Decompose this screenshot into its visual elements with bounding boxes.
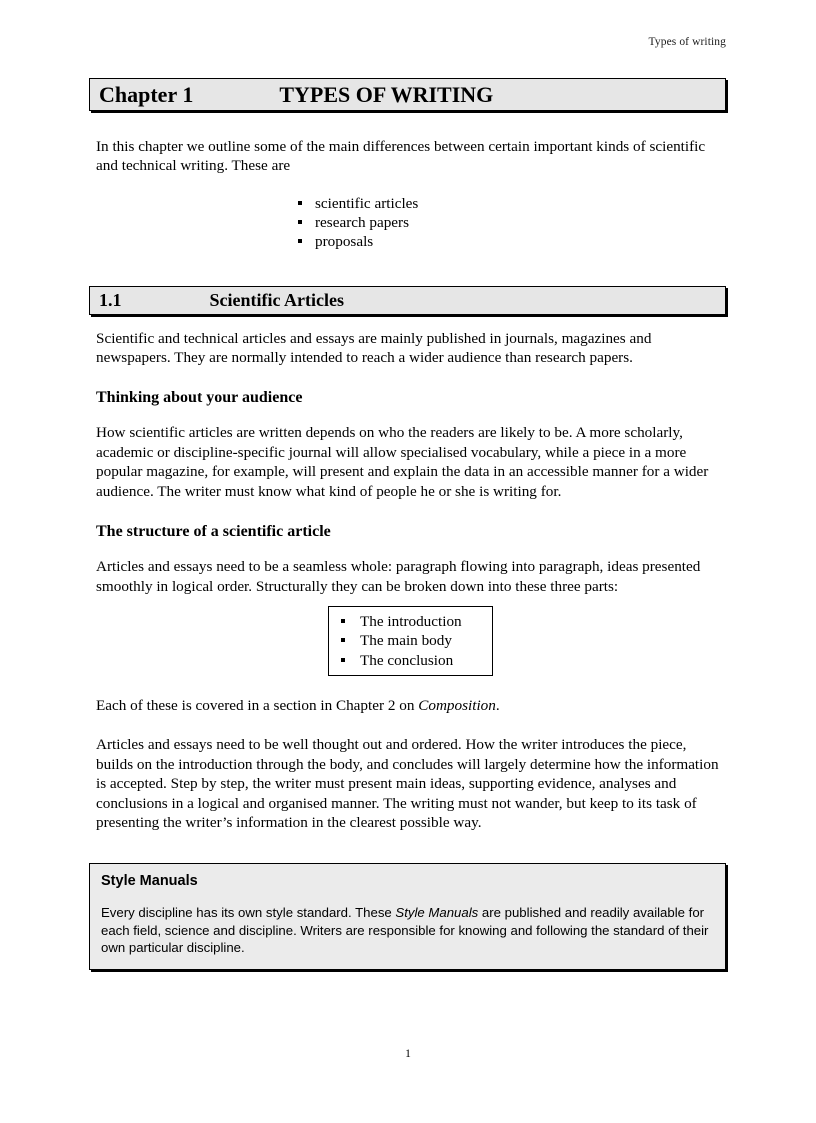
closing-paragraph: Articles and essays need to be well thought out and ordered. How the writer introduces the piece, builds on the introduction through the body, and concludes will largely determine how the information is accepted. Step by step, the writer must present main ideas, supporting evidence, analyses and conclusions in a logical and organised manner. The writing must not wander, but keep to its task of presenting the writer’s information in the clearest possible way. xyxy=(96,736,719,832)
list-item xyxy=(341,631,462,650)
chapter-title: TYPES OF WRITING xyxy=(279,81,494,107)
list-item xyxy=(298,213,726,232)
style-manuals-term: Style Manuals xyxy=(395,904,479,920)
style-manuals-callout xyxy=(89,863,726,971)
square-bullet-icon xyxy=(341,619,345,623)
square-bullet-icon xyxy=(341,658,345,662)
parts-box-wrap xyxy=(89,606,726,676)
callout-body-prefix: Every discipline has its own style standard. These xyxy=(101,904,396,920)
list-item-label: scientific articles xyxy=(315,194,419,212)
running-header: Types of writing xyxy=(648,36,726,48)
section-number: 1.1 xyxy=(99,289,122,310)
square-bullet-icon xyxy=(298,239,302,243)
page-number: 1 xyxy=(405,1048,411,1060)
callout-body xyxy=(101,904,713,958)
chapter-heading-bar xyxy=(89,78,726,111)
intro-bullet-list-wrap xyxy=(89,194,726,252)
subheading-structure: The structure of a scientific article xyxy=(96,523,331,541)
callout-body-suffix: are published and readily available for each field, science and discipline. Writers are responsible for knowing and following the standard of their own particular discipline. xyxy=(101,904,709,956)
square-bullet-icon xyxy=(341,638,345,642)
callout-title: Style Manuals xyxy=(101,872,198,889)
section-lead-paragraph: Scientific and technical articles and essays are mainly published in journals, magazines and newspapers. They are normally intended to reach a wider audience than research papers. xyxy=(96,329,652,367)
list-item xyxy=(298,232,726,251)
covered-prefix: Each of these is covered in a section in Chapter 2 on xyxy=(96,696,419,714)
chapter-intro-paragraph: In this chapter we outline some of the main differences between certain important kinds of scientific and technical writing. These are xyxy=(96,138,706,175)
audience-paragraph: How scientific articles are written depends on who the readers are likely to be. A more scholarly, academic or discipline-specific journal will allow specialised vocabulary, while a piece in a more popular magazine, for example, will present and explain the data in an accessible manner for a wider audience. The writer must know what kind of people he or she is writing for. xyxy=(96,424,709,500)
list-item-label: proposals xyxy=(315,233,374,251)
structure-paragraph: Articles and essays need to be a seamless whole: paragraph flowing into paragraph, ideas presented smoothly in logical order. Structurally they can be broken down into these three parts: xyxy=(96,558,701,595)
section-heading-bar xyxy=(89,286,726,315)
list-item xyxy=(298,194,726,213)
square-bullet-icon xyxy=(298,201,302,205)
list-item xyxy=(341,651,462,670)
chapter-number: Chapter 1 xyxy=(99,81,194,107)
composition-title: Composition xyxy=(418,696,496,714)
intro-bullet-list xyxy=(298,194,726,252)
covered-suffix: . xyxy=(495,696,500,714)
section-title: Scientific Articles xyxy=(209,289,344,310)
list-item-label: research papers xyxy=(315,214,410,232)
list-item-label: The main body xyxy=(360,632,452,650)
list-item-label: The conclusion xyxy=(360,651,454,669)
structure-parts-box xyxy=(328,606,493,676)
list-item-label: The introduction xyxy=(360,613,462,631)
covered-in-chapter-paragraph xyxy=(89,696,726,715)
subheading-audience: Thinking about your audience xyxy=(96,389,303,407)
structure-parts-list xyxy=(341,612,462,670)
square-bullet-icon xyxy=(298,220,302,224)
list-item xyxy=(341,612,462,631)
page-content xyxy=(89,78,726,970)
